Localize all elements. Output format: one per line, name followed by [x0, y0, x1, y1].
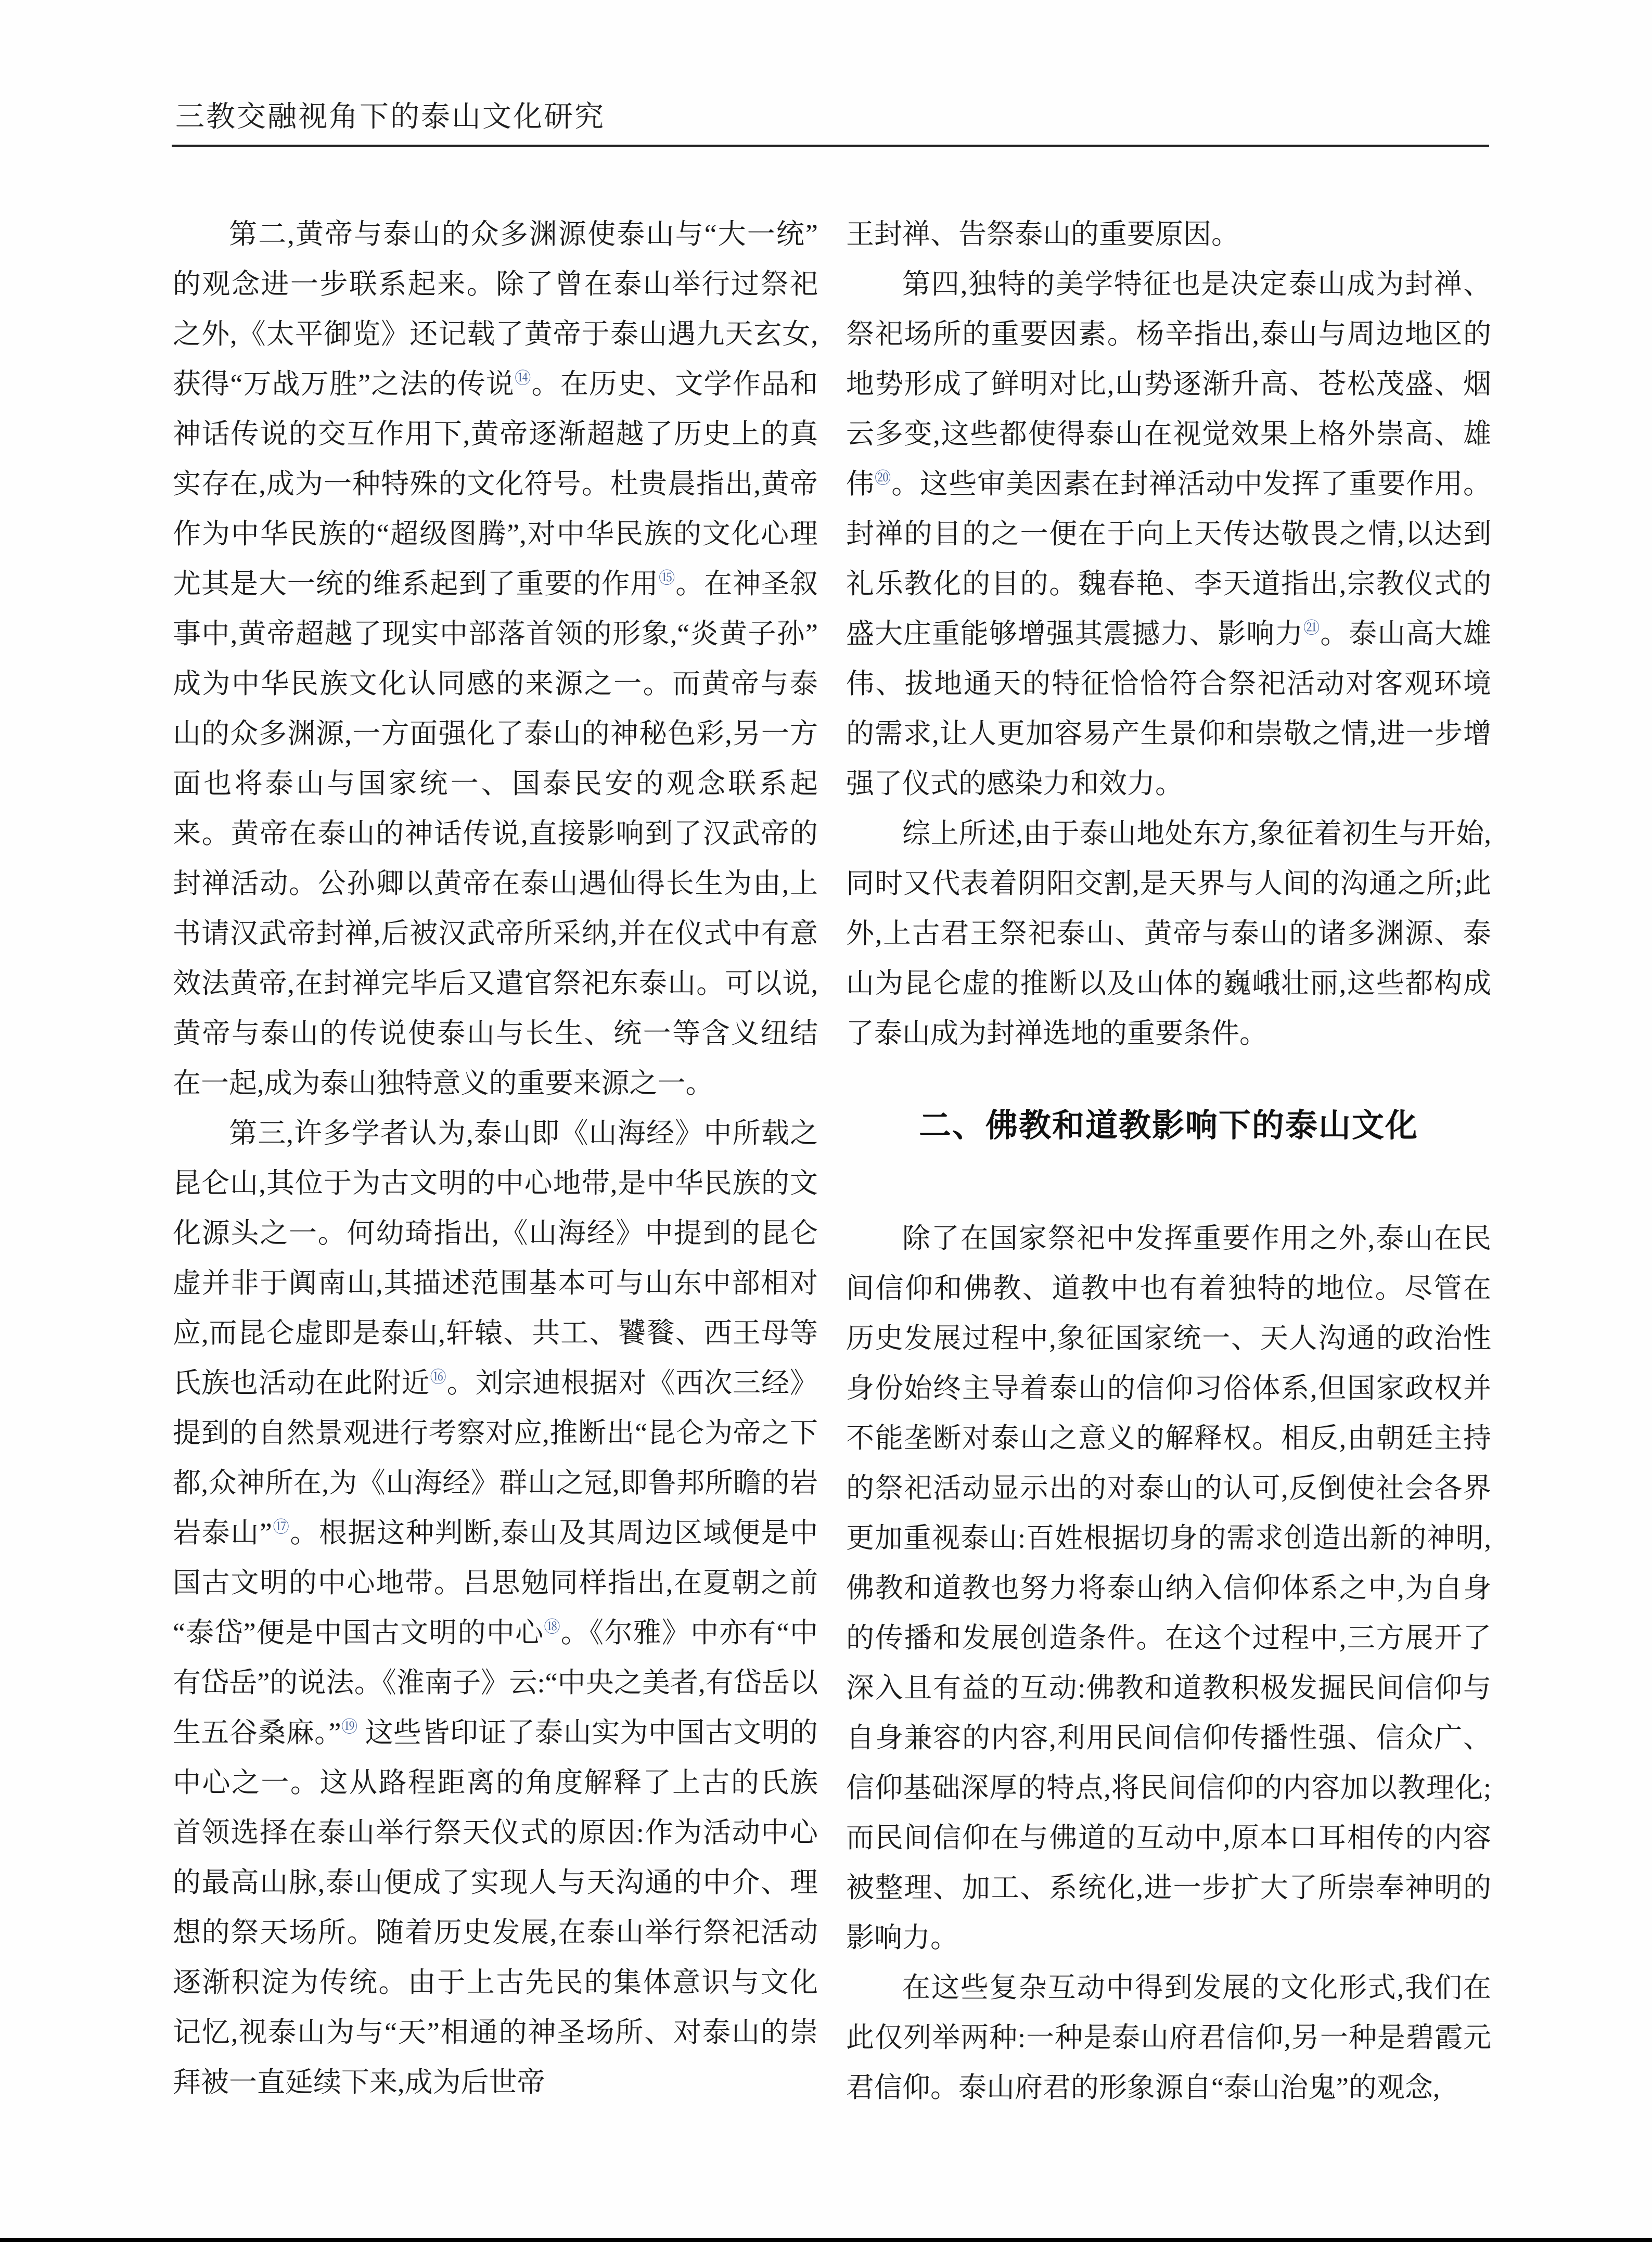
paragraph-folk-belief: 除了在国家祭祀中发挥重要作用之外,泰山在民间信仰和佛教、道教中也有着独特的地位。尽管在历史发展过程中,象征国家统一、天人沟通的政治性身份始终主导着泰山的信仰习俗体系,但国家政权并不能垄断对泰山之意义的解释权。相反,由朝廷主持的祭祀活动显示出的对泰山的认可,反倒使社会各界更加重视泰山:百姓根据切身的需求创造出新的神明,佛教和道教也努力将泰山纳入信仰体系之中,为自身的传播和发展创造条件。在这个过程中,三方展开了深入且有益的互动:佛教和道教积极发掘民间信仰与自身兼容的内容,利用民间信仰传播性强、信众广、信仰基础深厚的特点,将民间信仰的内容加以教理化;而民间信仰在与佛道的互动中,原本口耳相传的内容被整理、加工、系统化,进一步扩大了所崇奉神明的影响力。 [846, 1223, 1491, 1953]
paragraph-two-beliefs: 在这些复杂互动中得到发展的文化形式,我们在此仅列举两种:一种是泰山府君信仰,另一种是碧霞元君信仰。泰山府君的形象源自“泰山治鬼”的观念, [846, 1972, 1491, 2103]
paragraph-second-point: 第二,黄帝与泰山的众多渊源使泰山与“大一统”的观念进一步联系起来。除了曾在泰山举行过祭祀之外,《太平御览》还记载了黄帝于泰山遇九天玄女,获得“万战万胜”之法的传说⑭。在历史、文学作品和神话传说的交互作用下,黄帝逐渐超越了历史上的真实存在,成为一种特殊的文化符号。杜贵晨指出,黄帝作为中华民族的“超级图腾”,对中华民族的文化心理尤其是大一统的维系起到了重要的作用⑮。在神圣叙事中,黄帝超越了现实中部落首领的形象,“炎黄子孙”成为中华民族文化认同感的来源之一。而黄帝与泰山的众多渊源,一方面强化了泰山的神秘色彩,另一方面也将泰山与国家统一、国泰民安的观念联系起来。黄帝在泰山的神话传说,直接影响到了汉武帝的封禅活动。公孙卿以黄帝在泰山遇仙得长生为由,上书请汉武帝封禅,后被汉武帝所采纳,并在仪式中有意效法黄帝,在封禅完毕后又遣官祭祀东泰山。可以说,黄帝与泰山的传说使泰山与长生、统一等含义纽结在一起,成为泰山独特意义的重要来源之一。 [173, 219, 818, 1099]
section-heading: 二、佛教和道教影响下的泰山文化 [918, 1108, 1418, 1144]
paragraph-third-point: 第三,许多学者认为,泰山即《山海经》中所载之昆仑山,其位于为古文明的中心地带,是中华民族的文化源头之一。何幼琦指出,《山海经》中提到的昆仑虚并非于阗南山,其描述范围基本可与山东中部相对应,而昆仑虚即是泰山,轩辕、共工、饕餮、西王母等氏族也活动在此附近⑯。刘宗迪根据对《西次三经》提到的自然景观进行考察对应,推断出“昆仑为帝之下都,众神所在,为《山海经》群山之冠,即鲁邦所瞻的岩岩泰山”⑰。根据这种判断,泰山及其周边区域便是中国古文明的中心地带。吕思勉同样指出,在夏朝之前“泰岱”便是中国古文明的中心⑱。《尔雅》中亦有“中有岱岳”的说法。《淮南子》云:“中央之美者,有岱岳以生五谷桑麻。”⑲ 这些皆印证了泰山实为中国古文明的中心之一。这从路程距离的角度解释了上古的氏族首领选择在泰山举行祭天仪式的原因:作为活动中心的最高山脉,泰山便成了实现人与天沟通的中介、理想的祭天场所。随着历史发展,在泰山举行祭祀活动逐渐积淀为传统。由于上古先民的集体意识与文化记忆,视泰山为与“天”相通的神圣场所、对泰山的崇拜被一直延续下来,成为后世帝 [173, 1118, 818, 2098]
footnote-marker: ⑮ [658, 569, 676, 587]
footnote-marker: ⑲ [341, 1718, 358, 1736]
footnote-marker: ⑯ [430, 1368, 447, 1386]
page-bottom-scan-edge [0, 2238, 1652, 2242]
header-rule [172, 145, 1489, 147]
paragraph-summary: 综上所述,由于泰山地处东方,象征着初生与开始,同时又代表着阴阳交割,是天界与人间的沟通之所;此外,上古君王祭祀泰山、黄帝与泰山的诸多渊源、泰山为昆仑虚的推断以及山体的巍峨壮丽,这些都构成了泰山成为封禅选地的重要条件。 [846, 818, 1491, 1049]
paragraph-continuation: 王封禅、告祭泰山的重要原因。 [846, 219, 1239, 250]
left-column [173, 209, 818, 2107]
right-column [846, 209, 1491, 2112]
paragraph-fourth-point: 第四,独特的美学特征也是决定泰山成为封禅、祭祀场所的重要因素。杨辛指出,泰山与周边地区的地势形成了鲜明对比,山势逐渐升高、苍松茂盛、烟云多变,这些都使得泰山在视觉效果上格外崇高、雄伟⑳。这些审美因素在封禅活动中发挥了重要作用。封禅的目的之一便在于向上天传达敬畏之情,以达到礼乐教化的目的。魏春艳、李天道指出,宗教仪式的盛大庄重能够增强其震撼力、影响力$^㉑$。泰山高大雄伟、拔地通天的特征恰恰符合祭祀活动对客观环境的需求,让人更加容易产生景仰和崇敬之情,进一步增强了仪式的感染力和效力。 [846, 268, 1492, 799]
footnote-marker: ⑰ [272, 1518, 290, 1536]
footnote-marker: ⑱ [544, 1618, 561, 1636]
footnote-marker: ㉑ [1303, 619, 1321, 637]
running-title: 三教交融视角下的泰山文化研究 [175, 101, 605, 133]
footnote-marker: ⑳ [874, 469, 892, 487]
footnote-marker: ⑭ [515, 369, 532, 387]
